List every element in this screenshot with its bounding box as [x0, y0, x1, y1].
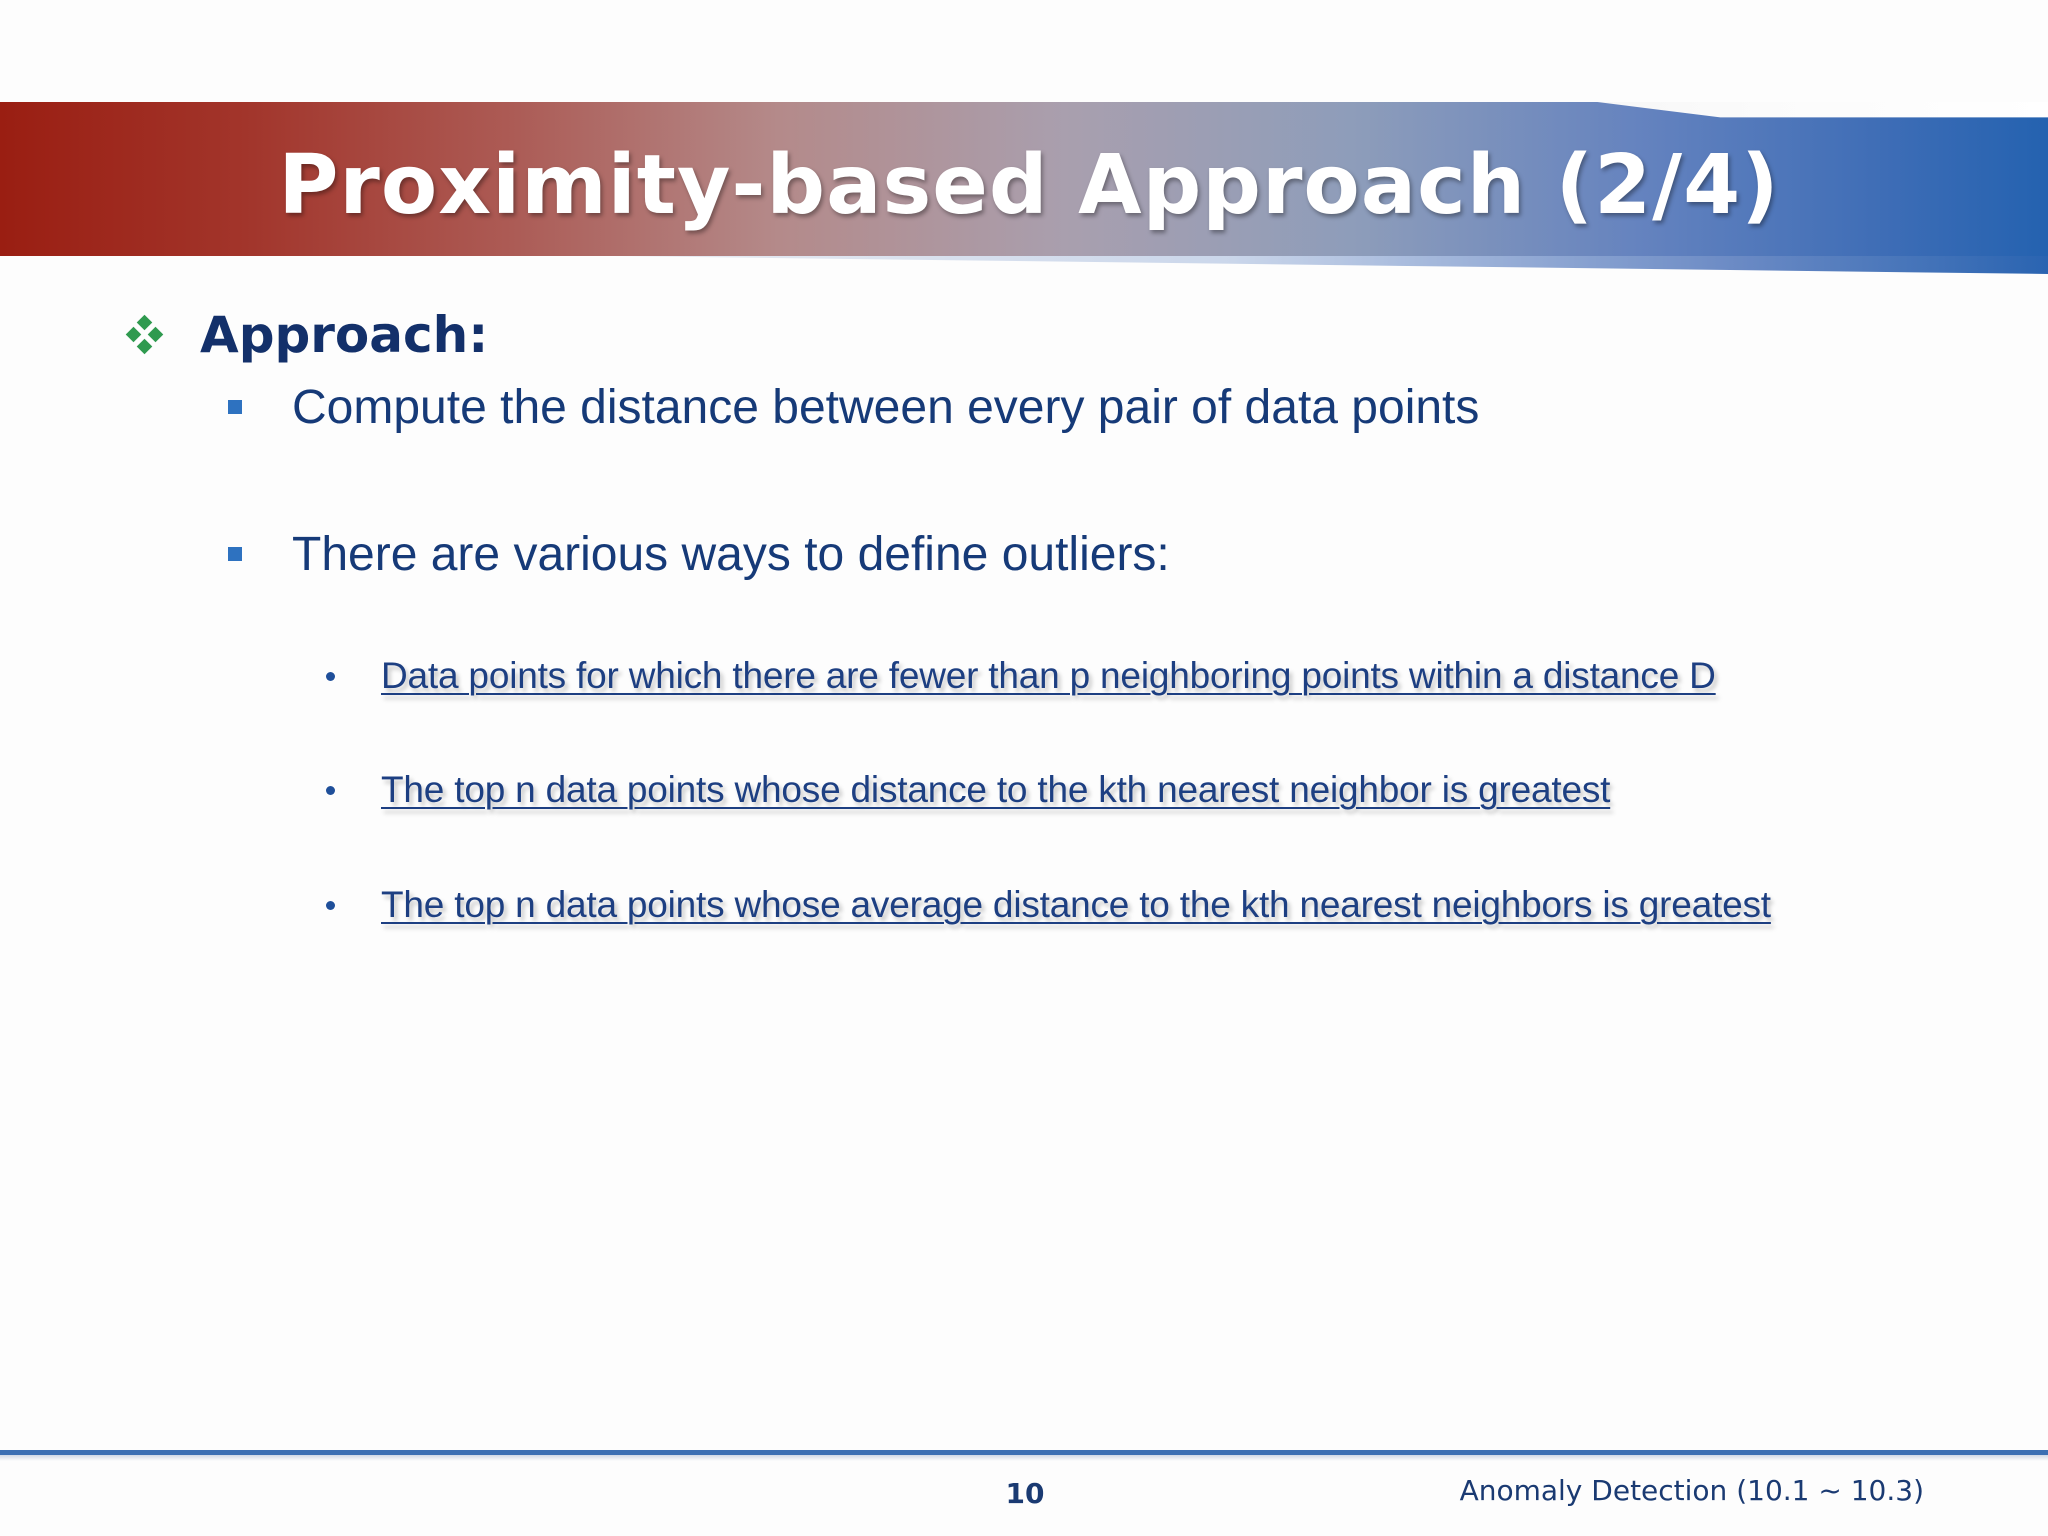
heading-text: Approach: [200, 306, 489, 364]
footer-divider-shadow [0, 1455, 2048, 1461]
subbullet-kth-nearest [326, 767, 1610, 813]
bullet-define-outliers [228, 525, 1170, 583]
heading-approach [124, 300, 488, 370]
page-number: 10 [1005, 1477, 1045, 1510]
subbullet-link[interactable]: The top n data points whose average distance to the kth nearest neighbors is greatest [381, 884, 1771, 925]
slide-title: Proximity-based Approach (2/4) [278, 138, 1780, 233]
dot-bullet-icon [326, 901, 335, 910]
subbullet-fewer-than-p [326, 653, 1716, 699]
square-bullet-icon [228, 547, 242, 561]
footer-course-label: Anomaly Detection (10.1 ~ 10.3) [1459, 1474, 1924, 1507]
banner-shadow [0, 256, 2048, 274]
four-diamond-bullet-icon [124, 314, 166, 356]
subbullet-link[interactable]: Data points for which there are fewer than p neighboring points within a distance D [381, 655, 1716, 696]
dot-bullet-icon [326, 672, 335, 681]
subbullet-average-distance [326, 882, 1771, 928]
square-bullet-icon [228, 400, 242, 414]
dot-bullet-icon [326, 786, 335, 795]
bullet-text: Compute the distance between every pair of data points [292, 380, 1480, 434]
bullet-compute-distance [228, 378, 1479, 436]
subbullet-link[interactable]: The top n data points whose distance to the kth nearest neighbor is greatest [381, 769, 1611, 810]
bullet-text: There are various ways to define outliers: [292, 527, 1170, 581]
